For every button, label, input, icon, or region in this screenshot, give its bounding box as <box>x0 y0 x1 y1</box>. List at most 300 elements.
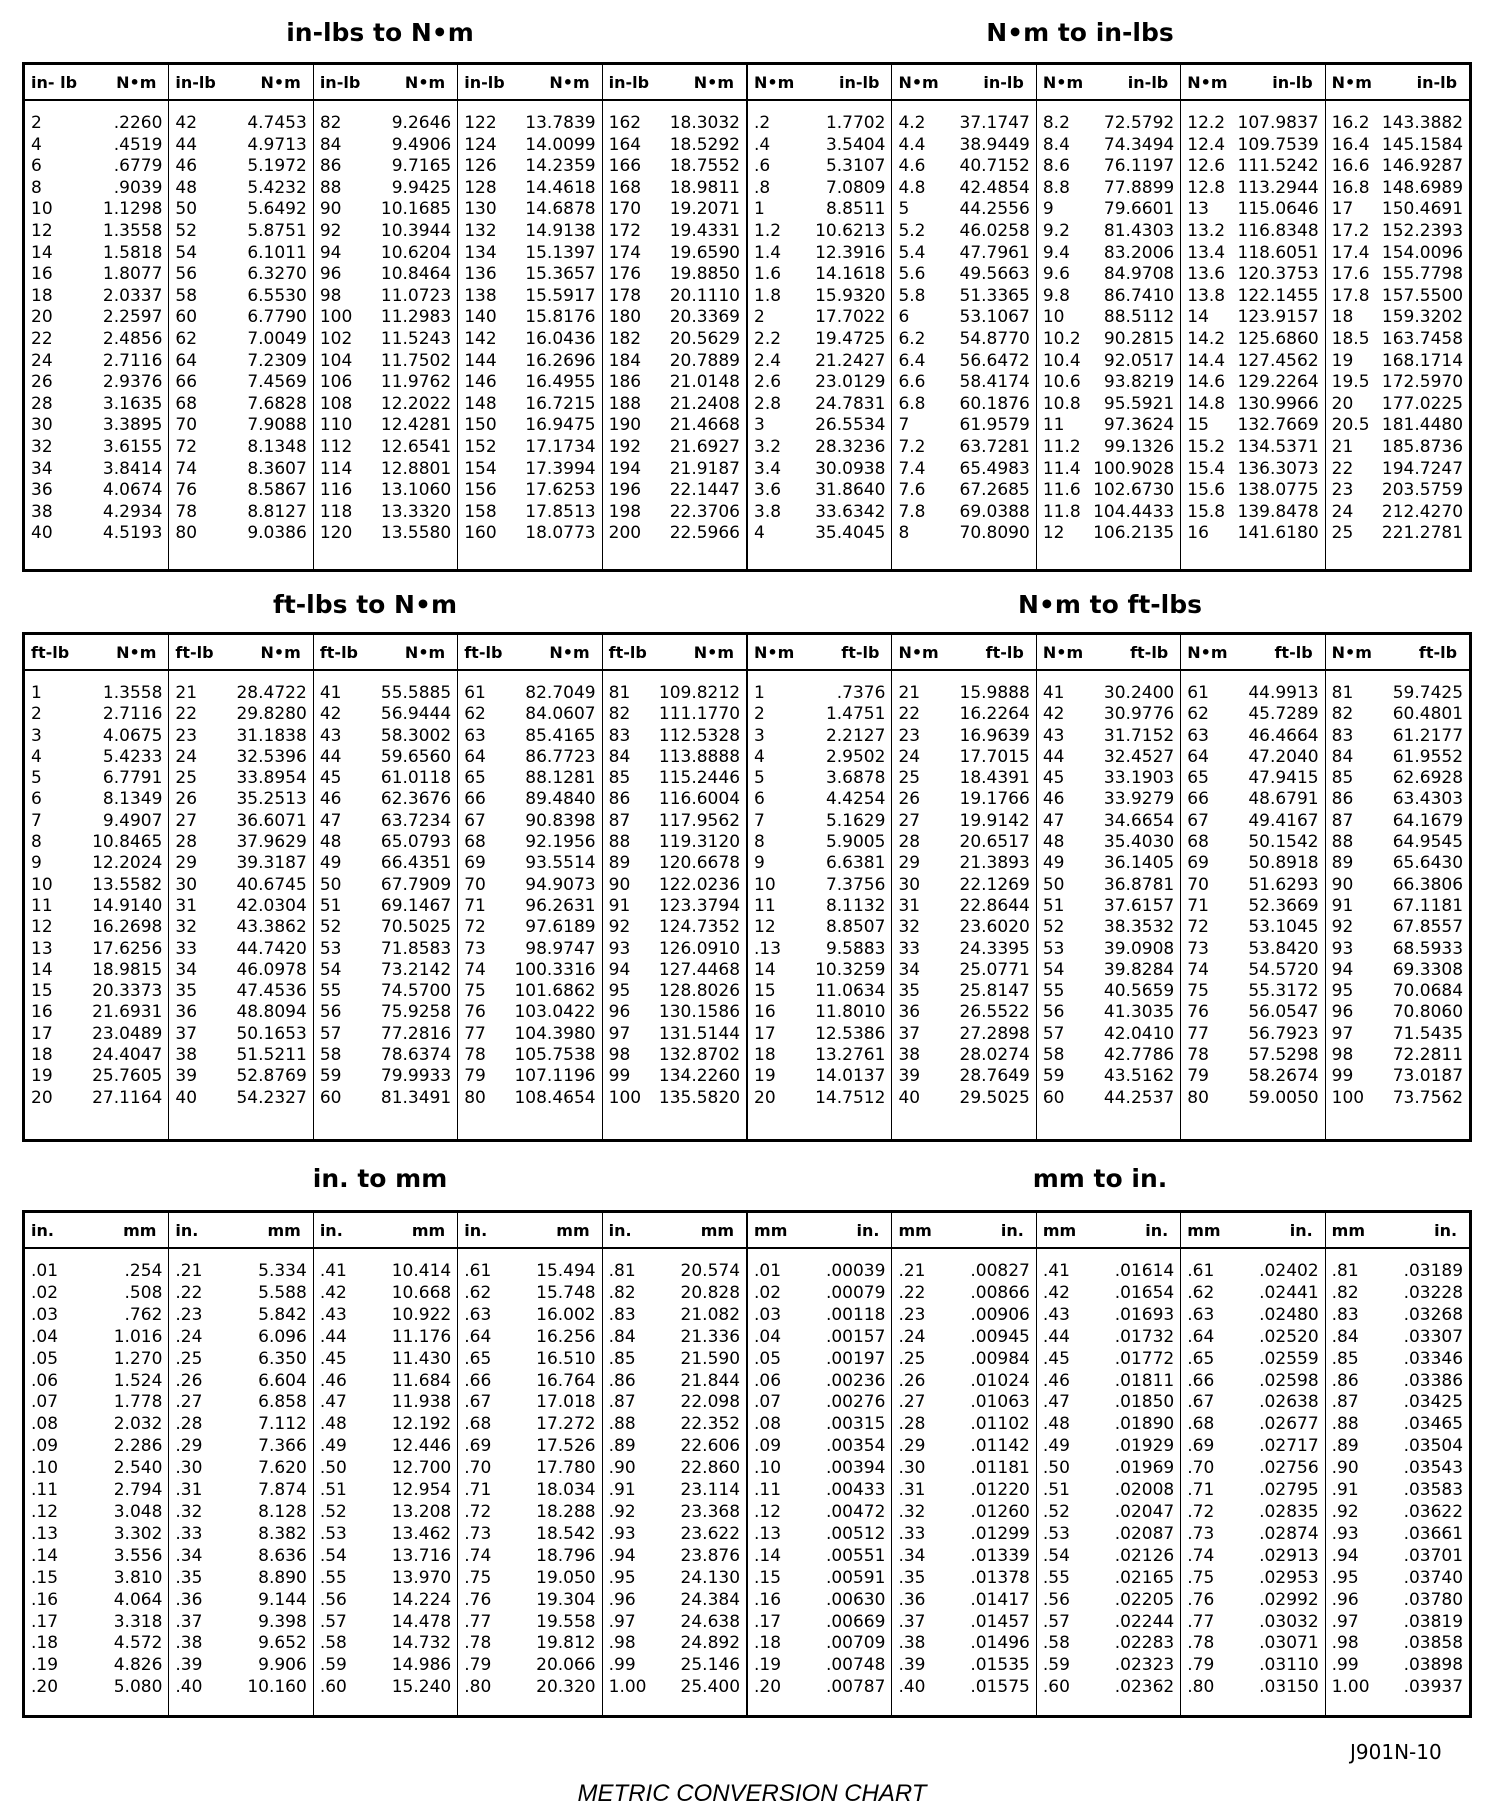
table-cell-input: .24 <box>175 1326 203 1347</box>
table-cell-converted: 51.3365 <box>959 285 1030 306</box>
table-cell-converted: 66.4351 <box>380 853 452 874</box>
table-cell-input: 4.6 <box>898 156 926 177</box>
header-from-unit: N•m <box>1042 72 1084 92</box>
table-cell-converted: 129.2264 <box>1237 372 1319 393</box>
table-cell-input: .71 <box>464 1480 492 1501</box>
table-cell-input: 94 <box>319 242 342 263</box>
table-cell-input: .39 <box>898 1655 926 1676</box>
table-cell-converted: .03425 <box>1403 1392 1464 1413</box>
table-cell-input: 15 <box>31 981 53 1002</box>
table-cell-converted: 1.4751 <box>825 704 886 725</box>
table-cell-input: 78 <box>1187 1045 1209 1066</box>
table-cell-converted: 56.0547 <box>1248 1002 1319 1023</box>
table-cell-converted: 9.0386 <box>247 523 307 544</box>
header-to-unit: in. <box>1000 1220 1024 1240</box>
table-cell-input: .72 <box>464 1501 492 1522</box>
table-cell-input: .05 <box>754 1348 782 1369</box>
table-cell-converted: 4.0675 <box>102 725 163 746</box>
table-cell-converted: 28.3236 <box>815 436 886 457</box>
table-cell-input: .44 <box>319 1326 347 1347</box>
table-cell-input: 1 <box>754 683 765 703</box>
table-cell-input: 182 <box>608 328 642 349</box>
table-cell-converted: 54.5720 <box>1248 959 1319 980</box>
table-cell-converted: 155.7798 <box>1381 264 1464 285</box>
column-header <box>1037 1213 1180 1249</box>
header-to-unit: N•m <box>693 642 735 662</box>
table-cell-converted: 40.7152 <box>959 156 1030 177</box>
table-cell-input: 176 <box>608 264 642 285</box>
table-cell-input: .88 <box>608 1414 636 1435</box>
table-cell-input: .34 <box>175 1545 203 1566</box>
table-cell-input: 1.4 <box>754 242 782 263</box>
table-cell-converted: 106.2135 <box>1093 523 1175 544</box>
table-cell-converted: 8.3607 <box>247 458 307 479</box>
table-cell-converted: 18.9811 <box>669 177 741 198</box>
table-cell-input: 10.2 <box>1042 328 1081 349</box>
table-cell-input: 42 <box>1042 704 1065 725</box>
table-cell-input: 20.5 <box>1331 415 1370 436</box>
table-cell-input: .11 <box>31 1480 59 1501</box>
table-cell-converted: 127.4562 <box>1237 350 1319 371</box>
table-cell-converted: 59.6560 <box>380 746 452 767</box>
column-block-2 <box>168 635 312 1139</box>
table-cell-input: 5.4 <box>898 242 926 263</box>
table-cell-input: 17 <box>1331 199 1354 220</box>
table-cell-converted: 47.7961 <box>959 242 1030 263</box>
table-cell-input: 116 <box>319 480 353 501</box>
table-cell-converted: 9.2646 <box>391 113 452 133</box>
table-cell-input: 52 <box>1042 917 1065 938</box>
table-cell-converted: 88.1281 <box>525 768 596 789</box>
table-cell-converted: 4.572 <box>113 1633 163 1654</box>
table-cell-converted: 79.9933 <box>380 1066 452 1087</box>
table-cell-converted: 123.3794 <box>658 895 741 916</box>
table-cell-converted: 2.7116 <box>102 350 163 371</box>
column-header <box>1326 1213 1469 1249</box>
column-block-9 <box>1180 65 1324 569</box>
column-header <box>25 1213 168 1249</box>
table-cell-input: 78 <box>175 501 198 522</box>
table-cell-input: 128 <box>464 177 497 198</box>
table-cell-converted: .03858 <box>1403 1633 1464 1654</box>
table-cell-input: 34 <box>175 959 198 980</box>
table-cell-input: 140 <box>464 307 497 328</box>
table-cell-input: 95 <box>1331 981 1354 1002</box>
table-cell-converted: 63.4303 <box>1392 789 1464 810</box>
table-cell-input: .63 <box>1187 1304 1215 1325</box>
table-cell-input: 6 <box>898 307 910 328</box>
table-cell-input: 76 <box>464 1002 486 1023</box>
table-cell-input: 58 <box>175 285 198 306</box>
table-cell-input: 76 <box>1187 1002 1209 1023</box>
table-cell-input: .09 <box>31 1436 59 1457</box>
table-cell-input: .78 <box>1187 1633 1215 1654</box>
table-cell-converted: 16.764 <box>536 1370 596 1391</box>
table-cell-converted: 21.844 <box>680 1370 741 1391</box>
header-from-unit: N•m <box>1187 72 1228 92</box>
table-cell-input: 31 <box>898 895 921 916</box>
header-to-unit: mm <box>123 1220 157 1240</box>
table-cell-input: 44 <box>319 746 342 767</box>
table-cell-input: .42 <box>1042 1282 1070 1303</box>
table-cell-input: 19 <box>754 1066 776 1087</box>
table-cell-input: .90 <box>1331 1458 1359 1479</box>
table-cell-converted: .00551 <box>825 1545 886 1566</box>
table-cell-input: 92 <box>608 917 631 938</box>
table-cell-converted: 115.2446 <box>658 768 741 789</box>
table-cell-input: .66 <box>464 1370 492 1391</box>
table-cell-input: .77 <box>1187 1611 1215 1632</box>
column-header <box>169 635 312 671</box>
table-cell-input: 18 <box>754 1045 776 1066</box>
column-block-10 <box>1325 65 1469 569</box>
table-cell-converted: 1.1298 <box>102 199 163 220</box>
table-cell-converted: 35.4045 <box>815 523 886 544</box>
table-cell-converted: 118.6051 <box>1237 242 1319 263</box>
table-cell-input: 73 <box>1187 938 1209 959</box>
table-cell-input: .82 <box>608 1282 636 1303</box>
table-cell-converted: .00118 <box>825 1304 886 1325</box>
table-cell-converted: 28.0274 <box>959 1045 1030 1066</box>
table-cell-converted: 48.8094 <box>236 1002 307 1023</box>
header-from-unit: N•m <box>898 642 939 662</box>
table-cell-input: 192 <box>608 436 642 457</box>
table-cell-converted: 20.3369 <box>669 307 741 328</box>
table-cell-converted: 46.0258 <box>959 220 1030 241</box>
table-cell-input: 35 <box>175 981 198 1002</box>
table-cell-input: .03 <box>754 1304 782 1325</box>
table-cell-converted: 126.0910 <box>658 938 741 959</box>
table-cell-converted: 76.1197 <box>1103 156 1175 177</box>
table-cell-converted: 12.700 <box>391 1458 452 1479</box>
table-cell-converted: 107.9837 <box>1237 113 1319 133</box>
table-cell-input: 82 <box>608 704 631 725</box>
table-cell-input: 4.2 <box>898 113 926 133</box>
table-cell-converted: 52.8769 <box>236 1066 307 1087</box>
table-cell-input: 8 <box>898 523 910 544</box>
column-block-2 <box>168 65 312 569</box>
table-cell-input: 44 <box>175 134 198 155</box>
table-cell-input: 50 <box>319 874 342 895</box>
table-cell-input: .03 <box>31 1304 59 1325</box>
table-cell-input: .52 <box>319 1501 347 1522</box>
table-cell-converted: 3.5404 <box>825 134 886 155</box>
table-cell-converted: .02480 <box>1259 1304 1319 1325</box>
table-cell-input: 49 <box>319 853 342 874</box>
table-cell-converted: 159.3202 <box>1381 307 1464 328</box>
table-cell-input: 11.2 <box>1042 436 1081 457</box>
table-cell-converted: 14.9140 <box>92 895 163 916</box>
table-cell-input: .76 <box>464 1589 492 1610</box>
table-cell-converted: 116.6004 <box>658 789 741 810</box>
table-cell-converted: .254 <box>124 1261 163 1281</box>
table-cell-input: 66 <box>1187 789 1209 810</box>
table-cell-input: 2 <box>754 704 765 725</box>
table-cell-converted: 58.2674 <box>1248 1066 1319 1087</box>
table-cell-input: 5.6 <box>898 264 926 285</box>
table-cell-input: .15 <box>754 1567 782 1588</box>
table-cell-input: 35 <box>898 981 921 1002</box>
table-cell-input: 21 <box>898 683 921 703</box>
table-cell-input: 96 <box>1331 1002 1354 1023</box>
table-cell-input: .13 <box>754 938 782 959</box>
table-cell-converted: .03386 <box>1403 1370 1464 1391</box>
table-cell-input: 100 <box>1331 1087 1365 1108</box>
table-cell-input: 23 <box>898 725 921 746</box>
table-cell-converted: 1.7702 <box>825 113 886 133</box>
table-cell-converted: 65.0793 <box>380 832 452 853</box>
table-cell-converted: 17.7022 <box>815 307 886 328</box>
table-cell-converted: 40.5659 <box>1103 981 1175 1002</box>
table-cell-converted: 108.4654 <box>514 1087 596 1108</box>
table-cell-converted: 8.890 <box>258 1567 307 1588</box>
table-cell-converted: 24.892 <box>680 1633 741 1654</box>
table-cell-converted: .02874 <box>1259 1523 1319 1544</box>
table-cell-converted: .00157 <box>825 1326 886 1347</box>
column-block-10 <box>1325 1213 1469 1715</box>
table-cell-converted: .01535 <box>970 1655 1030 1676</box>
table-cell-converted: 20.6517 <box>959 832 1030 853</box>
table-cell-converted: 22.352 <box>680 1414 741 1435</box>
table-cell-converted: 12.2024 <box>92 853 163 874</box>
table-cell-input: 11 <box>1042 415 1065 436</box>
table-cell-converted: 17.6253 <box>525 480 596 501</box>
table-cell-converted: 42.7786 <box>1103 1045 1175 1066</box>
column-header <box>458 65 601 101</box>
table-cell-input: .58 <box>319 1633 347 1654</box>
table-cell-input: .19 <box>31 1655 59 1676</box>
table-cell-input: .71 <box>1187 1480 1215 1501</box>
table-cell-converted: 98.9747 <box>525 938 596 959</box>
table-cell-input: .81 <box>608 1261 636 1281</box>
table-cell-converted: .01969 <box>1114 1458 1175 1479</box>
table-cell-input: 132 <box>464 220 497 241</box>
column-header <box>748 635 891 671</box>
table-cell-input: 46 <box>1042 789 1065 810</box>
table-cell-input: 4 <box>31 746 42 767</box>
table-cell-input: 186 <box>608 372 642 393</box>
table-cell-converted: 24.7831 <box>815 393 886 414</box>
table-cell-input: 68 <box>175 393 198 414</box>
table-cell-input: .27 <box>898 1392 926 1413</box>
table-cell-converted: 14.2359 <box>525 156 596 177</box>
table-cell-converted: .00748 <box>825 1655 886 1676</box>
table-cell-input: 52 <box>175 220 198 241</box>
table-cell-input: 10 <box>31 874 53 895</box>
table-cell-input: 4 <box>754 746 765 767</box>
column-block-5 <box>602 65 746 569</box>
table-cell-converted: 90.8398 <box>525 810 596 831</box>
table-cell-input: .21 <box>898 1261 926 1281</box>
table-cell-converted: 172.5970 <box>1381 372 1464 393</box>
column-block-3 <box>313 65 457 569</box>
table-cell-converted: .00866 <box>970 1282 1030 1303</box>
table-cell-converted: 15.3657 <box>525 264 596 285</box>
table-cell-input: .20 <box>754 1677 782 1698</box>
table-cell-converted: 12.6541 <box>380 436 452 457</box>
table-cell-converted: 19.2071 <box>669 199 741 220</box>
table-cell-converted: 21.6927 <box>669 436 741 457</box>
table-cell-input: .62 <box>464 1282 492 1303</box>
table-cell-input: .35 <box>898 1567 926 1588</box>
table-cell-converted: 22.1447 <box>669 480 741 501</box>
table-cell-input: .51 <box>319 1480 347 1501</box>
table-cell-converted: 19.558 <box>536 1611 596 1632</box>
table-cell-converted: .03661 <box>1403 1523 1464 1544</box>
table-cell-converted: 17.780 <box>536 1458 596 1479</box>
column-block-6 <box>746 65 891 569</box>
table-cell-input: 11 <box>754 895 776 916</box>
table-cell-converted: 4.9713 <box>247 134 307 155</box>
table-cell-converted: .00394 <box>825 1458 886 1479</box>
table-cell-input: 17.6 <box>1331 264 1370 285</box>
table-cell-input: 20 <box>31 307 53 328</box>
table-cell-input: .79 <box>464 1655 492 1676</box>
table-cell-converted: .01417 <box>970 1589 1030 1610</box>
table-cell-converted: 43.5162 <box>1103 1066 1175 1087</box>
table-cell-input: 61 <box>464 683 486 703</box>
table-cell-converted: 10.668 <box>391 1282 452 1303</box>
table-cell-converted: 7.620 <box>258 1458 307 1479</box>
table-cell-input: .53 <box>1042 1523 1070 1544</box>
table-cell-converted: 61.9579 <box>959 415 1030 436</box>
table-cell-input: 91 <box>1331 895 1354 916</box>
table-cell-converted: 97.6189 <box>525 917 596 938</box>
table-cell-input: 7.8 <box>898 501 926 522</box>
table-cell-input: 106 <box>319 372 353 393</box>
table-cell-converted: 11.176 <box>391 1326 452 1347</box>
table-cell-converted: 113.2944 <box>1237 177 1319 198</box>
table-ft-lbs-nm <box>22 632 1472 1142</box>
table-cell-converted: 63.7234 <box>380 810 452 831</box>
table-cell-input: 160 <box>464 523 497 544</box>
table-cell-converted: .01890 <box>1114 1414 1175 1435</box>
table-cell-input: 90 <box>608 874 631 895</box>
table-cell-input: .46 <box>1042 1370 1070 1391</box>
table-cell-converted: 79.6601 <box>1103 199 1175 220</box>
table-cell-input: 17 <box>754 1023 776 1044</box>
table-cell-input: 34 <box>898 959 921 980</box>
table-cell-input: 71 <box>464 895 486 916</box>
table-cell-input: 9.4 <box>1042 242 1070 263</box>
table-cell-input: .62 <box>1187 1282 1215 1303</box>
table-cell-converted: 9.144 <box>258 1589 307 1610</box>
table-cell-converted: 19.4331 <box>669 220 741 241</box>
table-cell-converted: 7.0809 <box>825 177 886 198</box>
header-to-unit: mm <box>700 1220 735 1240</box>
table-cell-converted: 26.5522 <box>959 1002 1030 1023</box>
table-cell-converted: 4.0674 <box>102 480 163 501</box>
table-cell-converted: 93.5514 <box>525 853 596 874</box>
table-cell-input: .59 <box>319 1655 347 1676</box>
table-cell-input: 13.4 <box>1187 242 1226 263</box>
table-cell-converted: .9039 <box>113 177 163 198</box>
table-cell-converted: 5.3107 <box>825 156 886 177</box>
table-cell-converted: .00709 <box>825 1633 886 1654</box>
table-cell-input: .26 <box>898 1370 926 1391</box>
table-cell-input: 168 <box>608 177 642 198</box>
table-cell-converted: 109.7539 <box>1237 134 1319 155</box>
table-cell-input: 3.6 <box>754 480 782 501</box>
table-cell-converted: 177.0225 <box>1381 393 1464 414</box>
table-cell-converted: .01772 <box>1114 1348 1175 1369</box>
table-cell-input: 11.6 <box>1042 480 1081 501</box>
table-cell-input: .94 <box>608 1545 636 1566</box>
table-cell-input: 8 <box>31 832 42 853</box>
table-cell-input: 82 <box>1331 704 1354 725</box>
table-cell-input: 15 <box>1187 415 1209 436</box>
header-from-unit: ft-lb <box>608 642 647 662</box>
table-cell-input: .92 <box>1331 1501 1359 1522</box>
table-cell-converted: 54.2327 <box>236 1087 307 1108</box>
table-cell-converted: .00354 <box>825 1436 886 1457</box>
table-cell-converted: 20.3373 <box>92 981 163 1002</box>
table-cell-input: .14 <box>31 1545 59 1566</box>
table-cell-input: 9.2 <box>1042 220 1070 241</box>
table-cell-converted: 26.5534 <box>815 415 886 436</box>
table-cell-converted: 35.4030 <box>1103 832 1175 853</box>
table-cell-input: .89 <box>608 1436 636 1457</box>
table-cell-converted: 134.2260 <box>658 1066 741 1087</box>
header-to-unit: mm <box>267 1220 301 1240</box>
table-cell-input: .31 <box>898 1480 926 1501</box>
table-cell-input: .28 <box>898 1414 926 1435</box>
column-block-7 <box>891 1213 1035 1715</box>
table-cell-input: 96 <box>608 1002 631 1023</box>
table-cell-input: .55 <box>1042 1567 1070 1588</box>
table-cell-input: 40 <box>31 523 53 544</box>
table-cell-input: 120 <box>319 523 353 544</box>
table-cell-converted: 69.0388 <box>959 501 1030 522</box>
table-cell-converted: 17.8513 <box>525 501 596 522</box>
table-cell-converted: .03543 <box>1403 1458 1464 1479</box>
table-cell-input: 58 <box>1042 1045 1065 1066</box>
table-cell-converted: .01575 <box>970 1677 1030 1698</box>
column-header <box>314 65 457 101</box>
table-cell-converted: 9.7165 <box>391 156 452 177</box>
header-from-unit: in. <box>175 1220 199 1240</box>
table-cell-converted: .00669 <box>825 1611 886 1632</box>
table-cell-input: 6 <box>754 789 765 810</box>
header-to-unit: ft-lb <box>1274 642 1313 662</box>
table-cell-input: 12.2 <box>1187 113 1226 133</box>
table-cell-input: 11 <box>31 895 53 916</box>
table-cell-input: 63 <box>1187 725 1209 746</box>
table-cell-converted: 73.2142 <box>380 959 452 980</box>
table-cell-input: .74 <box>1187 1545 1215 1566</box>
table-cell-input: .33 <box>175 1523 203 1544</box>
table-cell-converted: 2.286 <box>113 1436 163 1457</box>
table-cell-input: .11 <box>754 1480 782 1501</box>
table-cell-converted: 32.5396 <box>236 746 307 767</box>
table-cell-input: .61 <box>464 1261 492 1281</box>
table-cell-input: .93 <box>608 1523 636 1544</box>
table-cell-converted: 11.0634 <box>815 981 886 1002</box>
table-cell-converted: 13.7839 <box>525 113 596 133</box>
table-cell-converted: 13.716 <box>391 1545 452 1566</box>
table-cell-input: 66 <box>175 372 198 393</box>
table-cell-converted: 56.6472 <box>959 350 1030 371</box>
header-to-unit: mm <box>411 1220 446 1240</box>
table-cell-input: 1 <box>754 199 765 220</box>
table-cell-input: 32 <box>31 436 53 457</box>
table-cell-input: .93 <box>1331 1523 1359 1544</box>
table-cell-converted: 9.906 <box>258 1655 307 1676</box>
table-cell-input: 8.4 <box>1042 134 1070 155</box>
table-cell-converted: 4.7453 <box>247 113 307 133</box>
table-cell-converted: 3.6155 <box>102 436 163 457</box>
table-cell-input: 15.8 <box>1187 501 1226 522</box>
